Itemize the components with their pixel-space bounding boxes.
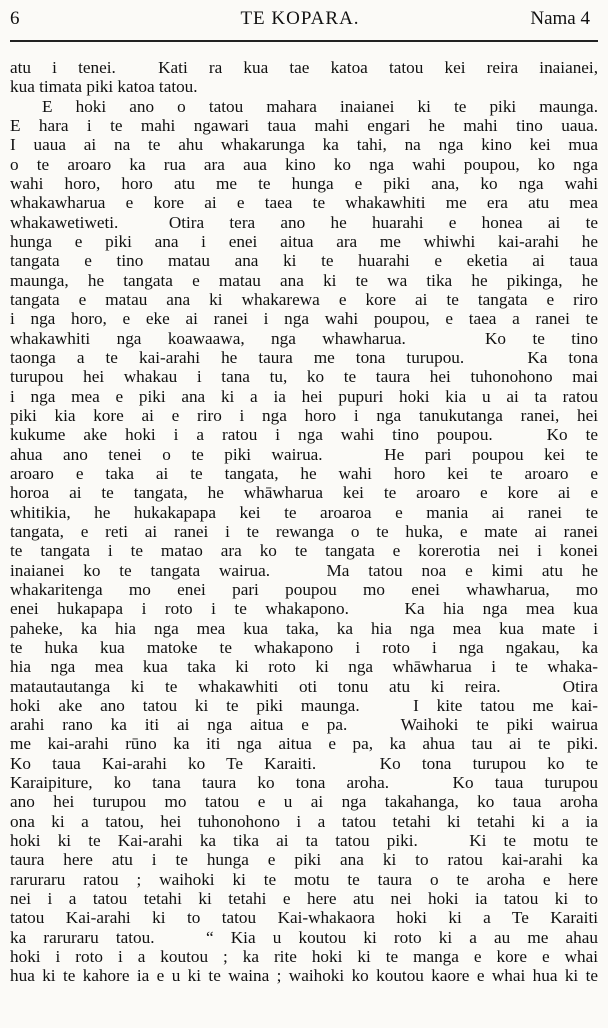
text-line: arahi rano ka iti ai nga aitua e pa. Waihoki te piki wairua [10,715,598,735]
text-line: turupou hei whakau i tana tu, ko te taura hei tuhonohono mai [10,367,598,387]
text-line: me kai-arahi rūno ka iti nga aitua e pa, ka ahua tau ai te piki. [10,734,598,754]
text-line: kua timata piki katoa tatou. [10,77,198,97]
text-line: E hoki ano o tatou mahara inaianei ki te piki maunga. [42,96,598,116]
text-line: hoki ake ano tatou ki te piki maunga. I kite tatou me kai- [10,695,598,715]
text-line: hoki i roto i a koutou ; ka rite hoki ki te manga e kore e whai [10,947,598,967]
text-line: tatou Kai-arahi ki to tatou Kai-whakaora hoki ki a Te Karaiti [10,908,598,928]
text-line: Karaipiture, ko tana taura ko tona aroha. Ko taua turupou [10,773,598,793]
text-line: E hara i te mahi ngawari taua mahi engari he mahi tino uaua. [10,115,598,135]
text-line: ona ki a tatou, hei tuhonohono i a tatou tetahi ki tetahi ki a ia [10,811,598,831]
text-line: ka raruraru tatou. “ Kia u koutou ki roto ki a au me ahau [10,927,598,947]
running-header [10,6,590,32]
text-line: ano hei turupou mo tatou e u ai nga takahanga, ko taua aroha [10,792,598,812]
text-line: hia nga mea kua taka ki roto ki nga whāwharua i te whaka- [10,657,598,677]
text-line: tangata e tino matau ana ki te huarahi e eketia ai taua [10,251,598,271]
text-line: taonga a te kai-arahi he taura me tona turupou. Ka tona [10,347,598,367]
text-line: tangata e matau ana ki whakarewa e kore ai te tangata e riro [10,289,598,309]
text-line: ahua ano tenei o te piki wairua. He pari poupou kei te [10,444,598,464]
text-line: enei hukapapa i roto i te whakapono. Ka hia nga mea kua [10,599,598,619]
paragraph [10,97,598,986]
text-line: whitikia, he hukakapapa kei te aroaroa e mania ai ranei te [10,502,598,522]
text-line: Ko taua Kai-arahi ko Te Karaiti. Ko tona turupou ko te [10,753,598,773]
text-line: inaianei ko te tangata wairua. Ma tatou noa e kimi atu he [10,560,598,580]
text-line: aroaro e taka ai te tangata, he wahi horo kei te aroaro e [10,463,598,483]
text-line: raruraru ratou ; waihoki ki te motu te taura o te aroha e here [10,869,598,889]
text-line: whakawhiti nga koawaawa, nga whawharua. Ko te tino [10,328,598,348]
text-line: whakaritenga mo enei pari poupou mo enei whawharua, mo [10,579,598,599]
body-text [10,58,598,986]
journal-title: TE KOPARA. [240,8,360,29]
text-line: I uaua ai na te ahu whakarunga ka tahi, na nga kino kei mua [10,135,598,155]
text-line: hoki ki te Kai-arahi ka tika ai ta tatou piki. Ki te motu te [10,831,598,851]
text-line: maunga, he tangata e matau ana ki te wa tika he pikinga, he [10,270,598,290]
text-line: nei i a tatou tetahi ki tetahi e here atu nei hoki ia tatou ki to [10,889,598,909]
text-line: kukume ake hoki i a ratou i nga wahi tino poupou. Ko te [10,425,598,445]
text-line: tangata, e reti ai ranei i te rewanga o te huka, e mate ai ranei [10,521,598,541]
text-line: hua ki te kahore ia e u ki te waina ; waihoki ko koutou kaore e whai hua ki te [10,966,598,986]
text-line: hunga e piki ana i enei aitua ara me whiwhi kai-arahi he [10,231,598,251]
text-line: matautautanga ki te whakawhiti oti tonu atu ki reira. Otira [10,676,598,696]
text-line: whakawetiweti. Otira tera ano he huarahi e honea ai te [10,212,598,232]
text-line: wahi horo, horo atu me te hunga e piki ana, ko nga wahi [10,173,598,193]
text-line: piki kia kore ai e riro i nga horo i nga tanukutanga ranei, hei [10,405,598,425]
text-line: o te aroaro ka rua ara aua kino ko nga wahi poupou, ko nga [10,154,598,174]
text-line: paheke, ka hia nga mea kua taka, ka hia nga mea kua mate i [10,618,598,638]
text-line: taura here atu i te hunga e piki ana ki to ratou kai-arahi ka [10,850,598,870]
text-line: te tangata i te matao ara ko te tangata e korerotia nei i konei [10,541,598,561]
header-rule [10,40,598,42]
text-line: horoa ai te tangata, he whāwharua kei te aroaro e kore ai e [10,483,598,503]
text-line: atu i tenei. Kati ra kua tae katoa tatou kei reira inaianei, [10,58,598,77]
text-line: i nga horo, e eke ai ranei i nga wahi poupou, e taea a ranei te [10,309,598,329]
page-number: 6 [10,8,20,29]
text-line: whakawharua e kore ai e taea te whakawhiti me era atu mea [10,193,598,213]
text-line: i nga mea e piki ana ki a ia hei pupuri hoki kia u ai ta ratou [10,386,598,406]
issue-number: Nama 4 [530,8,590,29]
paragraph [10,58,598,97]
text-line: te huka kua matoke te whakapono i roto i nga ngakau, ka [10,637,598,657]
